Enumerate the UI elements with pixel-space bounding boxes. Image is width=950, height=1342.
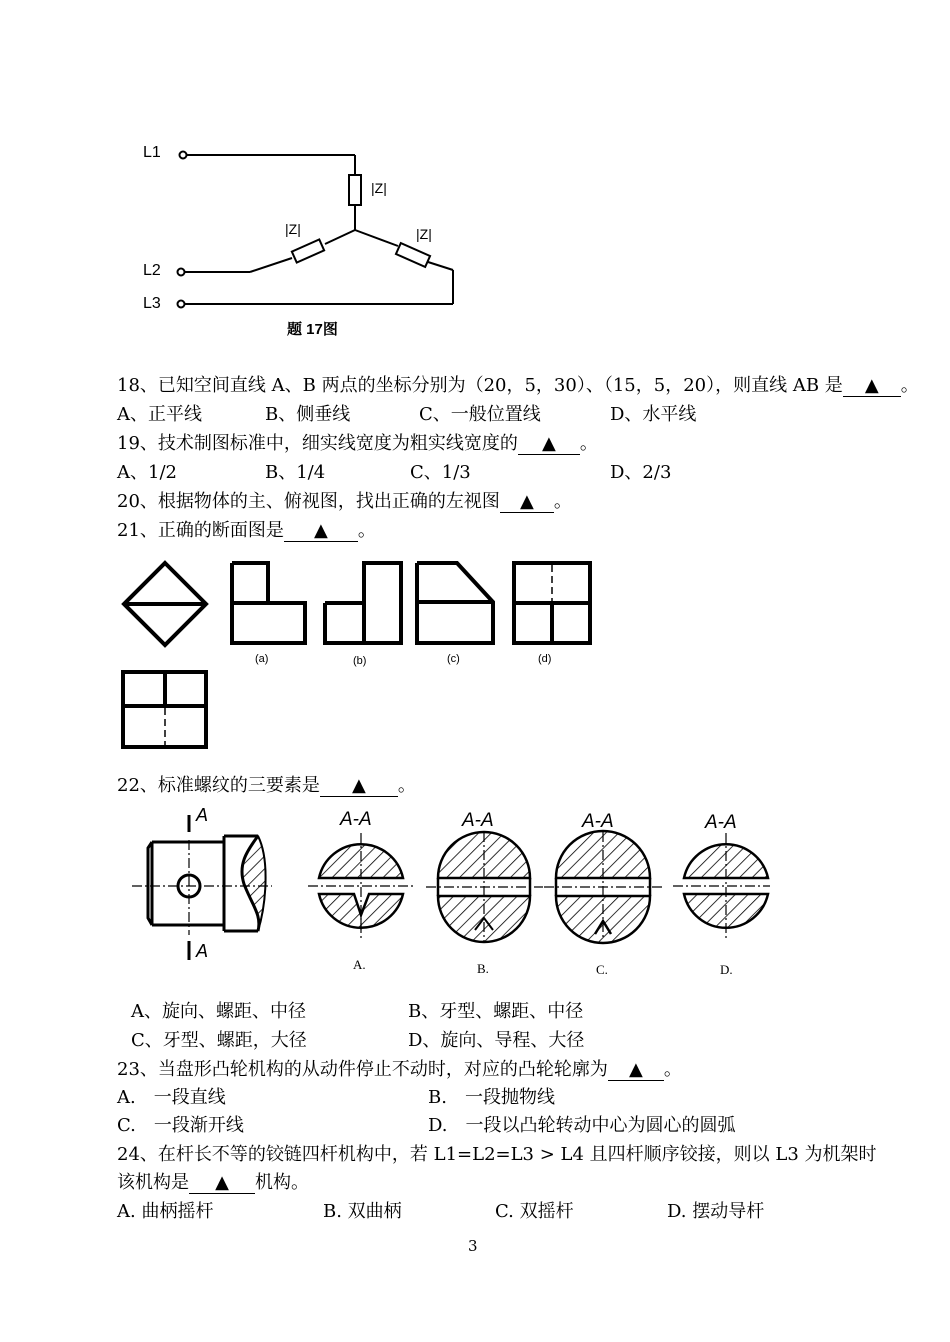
section-a-title: A-A	[340, 809, 372, 830]
q18-end: 。	[900, 375, 919, 396]
q18-option-a: A、正平线	[117, 404, 202, 425]
q21-answer-blank: ▲	[284, 521, 358, 542]
q24-stem-line1: 24、在杆长不等的铰链四杆机构中，若 L1=L2=L3 > L4 且四杆顺序铰接，则以 L3 为机架时	[117, 1144, 877, 1165]
q20-end: 。	[553, 491, 572, 512]
page-number: 3	[468, 1237, 478, 1255]
q20-stem-text: 20、根据物体的主、俯视图，找出正确的左视图	[117, 491, 500, 512]
section-c-title: A-A	[582, 811, 614, 832]
q23-answer-blank: ▲	[608, 1060, 664, 1081]
q19-option-a: A、1/2	[117, 462, 177, 483]
q23-stem-text: 23、当盘形凸轮机构的从动件停止不动时，对应的凸轮轮廓为	[117, 1059, 608, 1080]
q23-option-d: D. 一段以凸轮转动中心为圆心的圆弧	[428, 1115, 736, 1136]
section-d-title: A-A	[705, 812, 737, 833]
q19-option-c: C、1/3	[410, 462, 471, 483]
q21-label-b: (b)	[353, 655, 367, 667]
q23-option-c: C. 一段渐开线	[117, 1115, 244, 1136]
q22-end: 。	[397, 775, 416, 796]
q21-stem-text: 21、正确的断面图是	[117, 520, 284, 541]
q19-option-b: B、1/4	[265, 462, 326, 483]
impedance-label-right: |Z|	[416, 226, 432, 242]
q24-stem-line2	[117, 1172, 309, 1194]
terminal-l3-label: L3	[143, 295, 161, 312]
q23-stem	[117, 1059, 682, 1081]
section-c-label: C.	[596, 962, 608, 977]
q23-end: 。	[663, 1059, 682, 1080]
q23-option-a: A. 一段直线	[117, 1087, 226, 1108]
q22-option-a: A、旋向、螺距、中径	[131, 1001, 306, 1022]
q19-option-d: D、2/3	[610, 462, 672, 483]
q20-answer-blank: ▲	[500, 492, 554, 513]
q24-option-b: B. 双曲柄	[323, 1201, 402, 1222]
q21-label-a: (a)	[255, 653, 269, 665]
figure-17-caption: 题 17图	[287, 321, 338, 338]
q24-stem-pre: 该机构是	[117, 1172, 189, 1193]
q18-option-d: D、水平线	[610, 404, 697, 425]
q21-label-c: (c)	[447, 653, 460, 665]
terminal-l2-label: L2	[143, 262, 161, 279]
terminal-l1-label: L1	[143, 144, 161, 161]
q22-option-c: C、牙型、螺距，大径	[131, 1030, 307, 1051]
section-b-title: A-A	[462, 810, 494, 831]
q19-stem-text: 19、技术制图标准中，细实线宽度为粗实线宽度的	[117, 433, 518, 454]
q24-answer-blank: ▲	[189, 1173, 255, 1194]
section-mark-top: A	[196, 805, 209, 825]
impedance-label-top: |Z|	[371, 180, 387, 196]
q22-answer-blank: ▲	[320, 776, 398, 797]
q18-answer-blank: ▲	[843, 376, 901, 397]
q19-answer-blank: ▲	[518, 434, 580, 455]
q22-option-b: B、牙型、螺距、中径	[408, 1001, 584, 1022]
section-mark-bottom: A	[196, 941, 209, 961]
q24-option-a: A. 曲柄摇杆	[117, 1201, 214, 1222]
section-a-label: A.	[353, 957, 366, 972]
q24-option-c: C. 双摇杆	[495, 1201, 574, 1222]
q21-end: 。	[357, 520, 376, 541]
q22-stem-text: 22、标准螺纹的三要素是	[117, 775, 320, 796]
q21-label-d: (d)	[538, 653, 552, 665]
section-b-label: B.	[477, 961, 489, 976]
q23-option-b: B. 一段抛物线	[428, 1087, 555, 1108]
q24-stem-post: 机构。	[255, 1172, 309, 1193]
section-d-label: D.	[720, 962, 733, 977]
q19-end: 。	[579, 433, 598, 454]
q18-option-b: B、侧垂线	[265, 404, 351, 425]
impedance-label-left: |Z|	[285, 221, 301, 237]
q24-option-d: D. 摆动导杆	[667, 1201, 765, 1222]
q22-option-d: D、旋向、导程、大径	[408, 1030, 585, 1051]
q18-option-c: C、一般位置线	[419, 404, 541, 425]
q18-stem-text: 18、已知空间直线 A、B 两点的坐标分别为（20，5，30）、（15，5，20），则直线 AB 是	[117, 375, 843, 396]
